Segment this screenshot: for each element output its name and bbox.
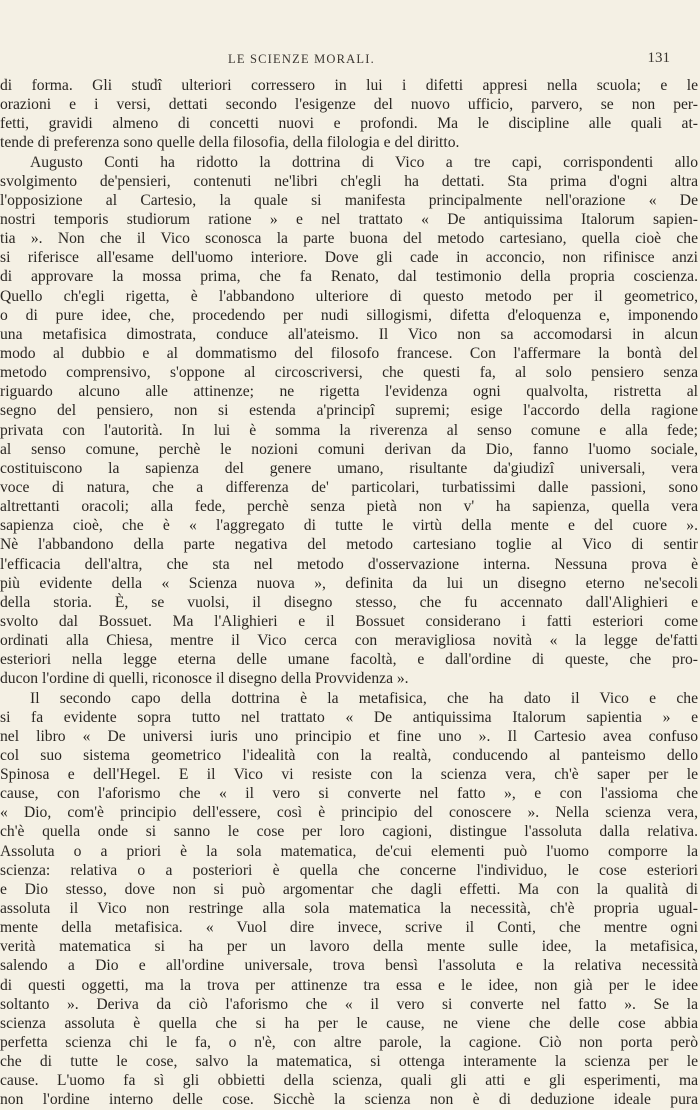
text-line: verità matematica si ha per un lavoro della mente sulle idee, la metafisica, [0, 938, 698, 956]
text-line: ordinati alla Chiesa, mentre il Vico cerca con meravigliosa novità « la legge de'fatti [0, 632, 698, 650]
running-head-title: LE SCIENZE MORALI. [228, 52, 375, 66]
text-line: esteriori nella legge eterna delle umane facoltà, e dall'ordine di queste, che pro- [0, 651, 698, 669]
text-line: Quello ch'egli rigetta, è l'abbandono ulteriore di questo metodo per il geometrico, [0, 287, 698, 305]
text-line: e Dio stesso, dove non si può argomentar che dagli effetti. Ma con la qualità di [0, 880, 698, 898]
text-line: « Dio, com'è principio dell'essere, così è principio del conoscere ». Nella scienza vera, [0, 804, 698, 822]
text-line: tia ». Non che il Vico sconosca la parte buona del metodo cartesiano, quella cioè che [0, 230, 698, 248]
text-line: ch'è quella onde si sanno le cose per loro cagioni, distingue l'assoluta dalla relativa. [0, 823, 698, 841]
text-line: di forma. Gli studî ulteriori corressero in lui i difetti appresi nella scuola; e le [0, 77, 698, 94]
text-line: voce di natura, che a differenza de' particolari, turbatissimi dalle passioni, sono [0, 478, 698, 496]
text-line: o di pure idee, che, procedendo per nudi sillogismi, difetta d'eloquenza e, imponendo [0, 306, 698, 324]
text-line: privata con l'autorità. In lui è somma la riverenza al senso comune e alla fede; [0, 421, 698, 439]
text-line: Augusto Conti ha ridotto la dottrina di Vico a tre capi, corrispondenti allo [30, 153, 698, 171]
text-line: non l'ordine interno delle cose. Sicchè la scienza non è di deduzione ideale pura [0, 1091, 698, 1109]
text-line: ducon l'ordine di quelli, riconosce il disegno della Provvidenza ». [0, 670, 409, 688]
text-line: col suo sistema geometrico l'idealità con la realtà, conducendo al panteismo dello [0, 746, 698, 764]
text-line: cause, con l'aforismo che « il vero si converte nel fatto », e con l'assioma che [0, 785, 698, 803]
text-line: di questi oggetti, ma la trova per attinenze tra essa e le idee, non già per le idee [0, 976, 698, 994]
text-line: modo al dubbio e al dommatismo del filosofo francese. Con l'affermare la bontà del [0, 344, 698, 362]
text-line: al senso comune, perchè le nozioni comuni derivan da Dio, fanno l'uomo sociale, [0, 440, 698, 458]
text-line: l'opposizione al Cartesio, la quale si manifesta principalmente nell'orazione « De [0, 191, 698, 209]
text-line: nostri temporis studiorum ratione » e nel trattato « De antiquissima Italorum sapien- [0, 210, 698, 228]
text-line: si riferisce all'esame dell'uomo interiore. Dove gli cade in acconcio, non rifinisce anzi [0, 249, 698, 267]
text-line: salendo a Dio e all'ordine universale, trova bensì l'assoluta e la relativa necessità [0, 957, 698, 975]
text-line: che di tutte le cose, salvo la matematica, si ottenga interamente la scienza per le [0, 1053, 698, 1071]
text-line: riguardo alcuno alle attinenze; ne rigetta l'evidenza ogni qualvolta, ristretta al [0, 383, 698, 401]
text-line: sapienza cioè, che è « l'aggregato di tutte le virtù della mente e del cuore ». [0, 517, 698, 535]
text-line: Il secondo capo della dottrina è la metafisica, che ha dato il Vico e che [30, 689, 698, 707]
text-line: più evidente della « Scienza nuova », definita da lui un disegno eterno ne'secoli [0, 574, 698, 592]
text-line: scienza assoluta è quella che si ha per le cause, ne viene che delle cose abbia [0, 1014, 698, 1032]
text-line: fetti, gravidi almeno di concetti nuovi e profondi. Ma le discipline alle quali at- [0, 115, 698, 133]
text-line: orazioni e i versi, dettati secondo l'esigenze del nuovo ufficio, parvero, se non per- [0, 96, 698, 114]
text-line: tende di preferenza sono quelle della filosofia, della filologia e del diritto. [0, 134, 460, 152]
text-line: Assoluta o a priori è la sola matematica, de'cui elementi può l'uomo comporre la [0, 842, 698, 860]
text-line: una metafisica dimostrata, conduce all'ateismo. Il Vico non sa accomodarsi in alcun [0, 325, 698, 343]
body-text [0, 76, 700, 1110]
page-number: 131 [647, 50, 670, 66]
text-line: soltanto ». Deriva da ciò l'aforismo che « il vero si converte nel fatto ». Se la [0, 995, 698, 1013]
text-line: della storia. È, se vuolsi, il disegno stesso, che fu accennato dall'Alighieri e [0, 593, 698, 611]
text-line: metodo comprensivo, s'oppone al circoscriversi, che questi fa, al solo pensiero senza [0, 364, 698, 382]
text-line: altrettanti oracoli; alla fede, perchè senza pietà non v' ha sapienza, quella vera [0, 498, 698, 516]
text-line: si fa evidente sopra tutto nel trattato « De antiquissima Italorum sapientia » e [0, 708, 698, 726]
text-line: nel libro « De universi iuris uno principio et fine uno ». Il Cartesio avea confuso [0, 727, 698, 745]
text-line: perfetta scienza chi le fa, o n'è, con altre parole, la cagione. Ciò non porta però [0, 1034, 698, 1052]
text-line: assoluta il Vico non restringe alla sola matematica la necessità, ch'è propria ugual- [0, 900, 698, 918]
text-line: svolgimento de'pensieri, contenuti ne'libri ch'egli ha dettati. Sta prima d'ogni altra [0, 172, 698, 190]
text-line: svolto dal Bossuet. Ma l'Alighieri e il Bossuet considerano i fatti esteriori come [0, 612, 698, 630]
running-head [0, 50, 700, 72]
text-line: segno del pensiero, non si estenda a'principî supremi; esige l'accordo della ragione [0, 402, 698, 420]
text-line: di approvare la mossa prima, che fa Renato, dal testimonio della propria coscienza. [0, 268, 698, 286]
text-line: l'efficacia dell'altra, che sta nel metodo d'osservazione interna. Nessuna prova è [0, 555, 698, 573]
text-line: Nè l'abbandono della parte negativa del metodo cartesiano toglie al Vico di sentir [0, 536, 698, 554]
text-line: Spinosa e dell'Hegel. E il Vico vi resiste con la scienza vera, ch'è saper per le [0, 766, 698, 784]
text-line: scienza: relativa o a posteriori è quella che concerne l'individuo, le cose esteriori [0, 861, 698, 879]
text-line: costituiscono la sapienza del genere umano, risultante da'giudizî universali, vera [0, 459, 698, 477]
text-line: cause. L'uomo fa sì gli obbietti della scienza, quali gli atti e gli esperimenti, ma [0, 1072, 698, 1090]
text-line: mente della metafisica. « Vuol dire invece, scrive il Conti, che mentre ogni [0, 919, 698, 937]
